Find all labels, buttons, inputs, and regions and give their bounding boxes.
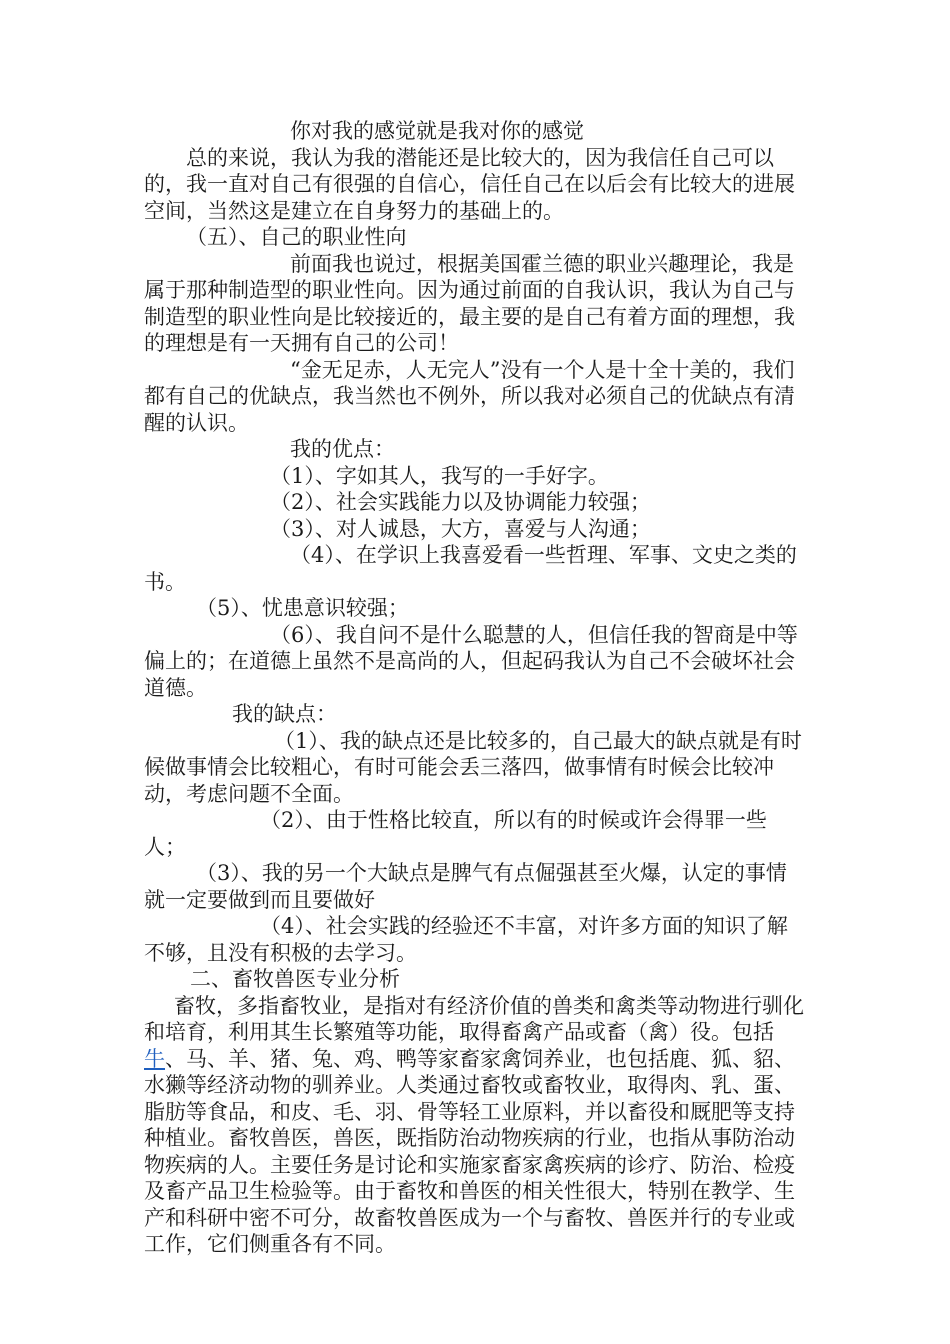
paragraph-summary: 总的来说，我认为我的潜能还是比较大的，因为我信任自己可以的，我一直对自己有很强的自信心，信任自己在以后会有比较大的进展空间，当然这是建立在自身努力的基础上的。	[144, 145, 795, 223]
advantage-item-4: （4）、在学识上我喜爱看一些哲理、军事、文史之类的书。	[144, 543, 797, 594]
advantage-item-2: （2）、社会实践能力以及协调能力较强；	[270, 490, 651, 514]
advantage-item-1: （1）、字如其人，我写的一手好字。	[270, 463, 609, 488]
document-title: 你对我的感觉就是我对你的感觉	[290, 119, 584, 143]
disadvantages-heading: 我的缺点：	[232, 702, 337, 726]
paragraph-career: 前面我也说过，根据美国霍兰德的职业兴趣理论，我是属于那种制造型的职业性向。因为通过前面的自我认识，我认为自己与制造型的职业性向是比较接近的，最主要的是自己有着方面的理想，我的理想是有一天拥有自己的公司！	[144, 251, 795, 355]
section-heading-vet: 二、畜牧兽医专业分析	[190, 967, 400, 991]
disadvantage-item-1: （1）、我的缺点还是比较多的，自己最大的缺点就是有时候做事情会比较粗心，有时可能会丢三落四，做事情有时候会比较冲动，考虑问题不全面。	[144, 728, 802, 806]
advantage-item-5: （5）、忧患意识较强；	[196, 596, 409, 620]
advantage-item-6: （6）、我自问不是什么聪慧的人，但信任我的智商是中等偏上的；在道德上虽然不是高尚的人，但起码我认为自己不会破坏社会道德。	[144, 622, 798, 700]
advantage-item-3: （3）、对人诚恳，大方，喜爱与人沟通；	[270, 516, 651, 541]
disadvantage-item-3: （3）、我的另一个大缺点是脾气有点倔强甚至火爆，认定的事情就一定要做到而且要做好	[144, 861, 787, 912]
advantages-heading: 我的优点：	[290, 437, 395, 461]
document-body	[144, 118, 806, 1258]
heading-career-orientation: （五）、自己的职业性向	[186, 225, 407, 249]
paragraph-vet-text-2: 、马、羊、猪、兔、鸡、鸭等家畜家禽饲养业，也包括鹿、狐、貂、水獭等经济动物的驯养业。人类通过畜牧或畜牧业，取得肉、乳、蛋、脂肪等食品，和皮、毛、羽、骨等轻工业原料，并以畜役和厩肥等支持种植业。畜牧兽医，兽医，既指防治动物疾病的行业，也指从事防治动物疾病的人。主要任务是讨论和实施家畜家禽疾病的诊疗、防治、检疫及畜产品卫生检验等。由于畜牧和兽医的相关性很大，特别在教学、生产和科研中密不可分，故畜牧兽医成为一个与畜牧、兽医并行的专业或工作，它们侧重各有不同。	[144, 1046, 795, 1256]
paragraph-vet	[144, 993, 806, 1258]
disadvantage-item-4: （4）、社会实践的经验还不丰富，对许多方面的知识了解不够，且没有积极的去学习。	[144, 914, 788, 965]
disadvantage-item-2: （2）、由于性格比较直，所以有的时候或许会得罪一些人；	[144, 808, 767, 859]
link-cattle[interactable]: 牛	[144, 1046, 165, 1071]
paragraph-vet-text-1: 畜牧，多指畜牧业，是指对有经济价值的兽类和禽类等动物进行驯化和培育，利用其生长繁殖等功能，取得畜禽产品或畜（禽）役。包括	[144, 993, 804, 1044]
paragraph-quote: “金无足赤，人无完人”没有一个人是十全十美的，我们都有自己的优缺点，我当然也不例外，所以我对必须自己的优缺点有清醒的认识。	[144, 357, 795, 435]
